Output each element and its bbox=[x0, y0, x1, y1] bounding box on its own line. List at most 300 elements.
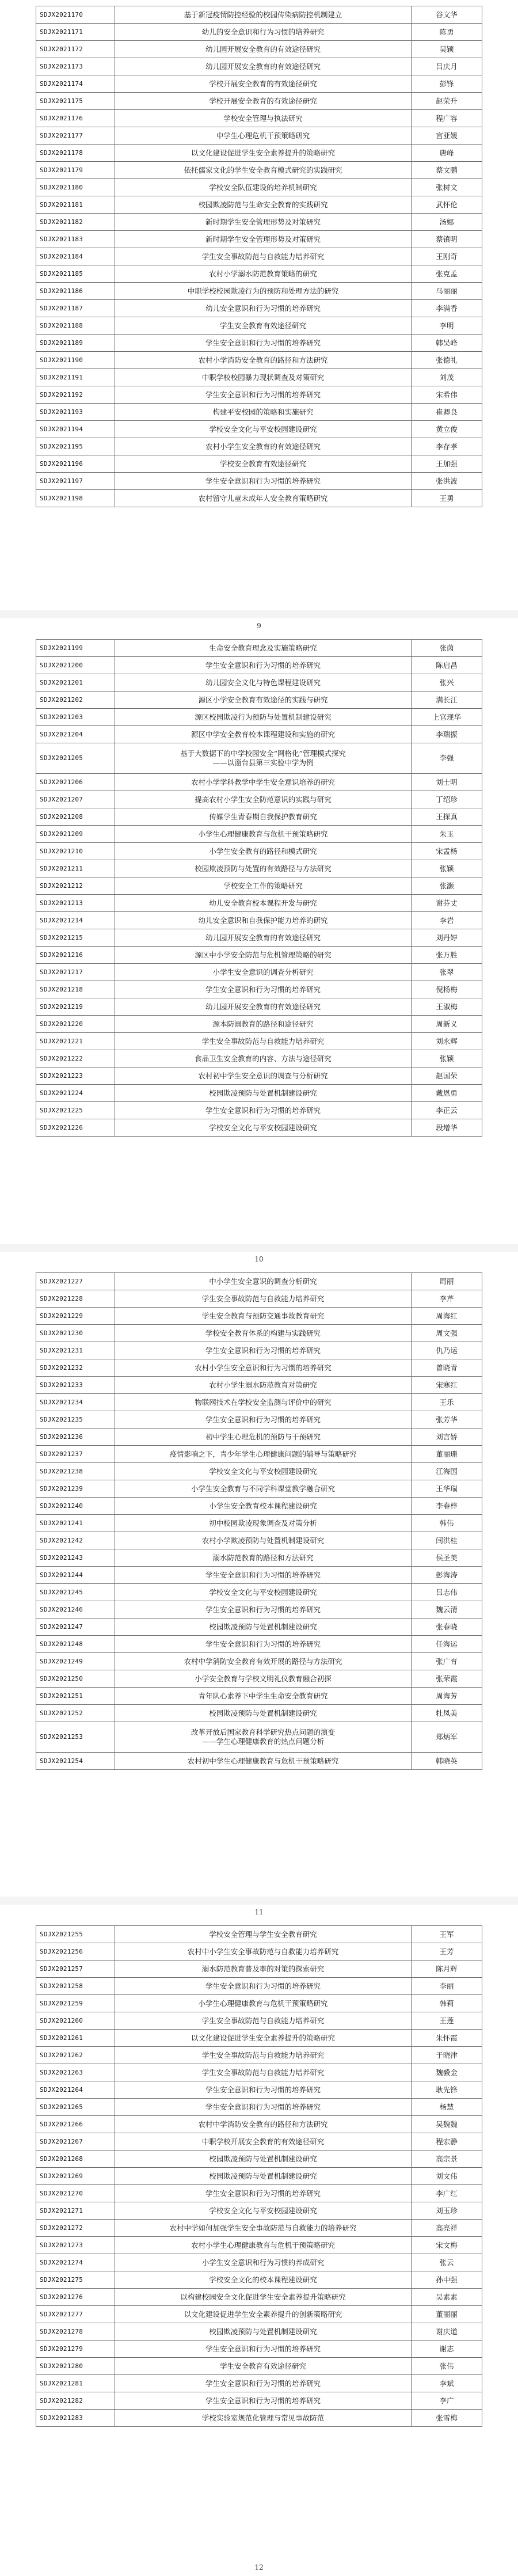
project-code: SDJX2021256 bbox=[36, 1943, 115, 1961]
table-row bbox=[36, 1978, 482, 1995]
table-row bbox=[36, 726, 482, 743]
table-row bbox=[36, 265, 482, 283]
project-leader: 刘丹婷 bbox=[412, 929, 482, 947]
project-title: 源区中学安全教育校本课程建设和实施的研究 bbox=[115, 726, 412, 743]
project-leader: 程宏静 bbox=[412, 2133, 482, 2151]
table-row bbox=[36, 2202, 482, 2220]
table-row bbox=[36, 2271, 482, 2289]
table-row bbox=[36, 1549, 482, 1567]
table-row bbox=[36, 1532, 482, 1549]
project-leader: 崔卿良 bbox=[412, 404, 482, 421]
project-leader: 张芳华 bbox=[412, 1411, 482, 1428]
project-leader: 张荣霞 bbox=[412, 1670, 482, 1688]
project-code: SDJX2021232 bbox=[36, 1359, 115, 1377]
table-row bbox=[36, 2133, 482, 2151]
table-row bbox=[36, 1753, 482, 1770]
table-row bbox=[36, 1653, 482, 1670]
project-title: 以文化建设促进学生安全素养提升的创新策略研究 bbox=[115, 2306, 412, 2323]
table-row bbox=[36, 58, 482, 75]
project-title: 学生安全意识和行为习惯的培养研究 bbox=[115, 386, 412, 404]
project-title: 农村小学生安全意识和行为习惯的培养研究 bbox=[115, 1359, 412, 1377]
project-leader: 宋希伟 bbox=[412, 386, 482, 404]
table-row bbox=[36, 438, 482, 455]
table-row bbox=[36, 1705, 482, 1722]
project-code: SDJX2021185 bbox=[36, 265, 115, 283]
project-code: SDJX2021188 bbox=[36, 317, 115, 335]
project-code: SDJX2021271 bbox=[36, 2202, 115, 2220]
project-leader: 宋文梅 bbox=[412, 2237, 482, 2254]
project-leader: 周丽 bbox=[412, 1273, 482, 1290]
project-title: 小学生心理健康教育与危机干预策略研究 bbox=[115, 826, 412, 843]
table-row bbox=[36, 1067, 482, 1085]
project-code: SDJX2021203 bbox=[36, 709, 115, 726]
project-leader: 孙中强 bbox=[412, 2271, 482, 2289]
project-title: 农村小学学科教学中学生安全意识培养的研究 bbox=[115, 774, 412, 791]
project-title: 以文化建设促进学生安全素养提升的策略研究 bbox=[115, 145, 412, 162]
project-code: SDJX2021215 bbox=[36, 929, 115, 947]
project-leader: 魏毅金 bbox=[412, 2064, 482, 2081]
project-code: SDJX2021231 bbox=[36, 1342, 115, 1359]
project-code: SDJX2021178 bbox=[36, 145, 115, 162]
project-code: SDJX2021192 bbox=[36, 386, 115, 404]
project-code: SDJX2021214 bbox=[36, 912, 115, 929]
project-code: SDJX2021225 bbox=[36, 1102, 115, 1119]
project-leader: 吕志伟 bbox=[412, 1584, 482, 1601]
project-code: SDJX2021254 bbox=[36, 1753, 115, 1770]
page-separator bbox=[0, 1244, 518, 1252]
project-code: SDJX2021278 bbox=[36, 2323, 115, 2341]
project-title: 学校安全管理与学生安全教育研究 bbox=[115, 1926, 412, 1943]
table-row bbox=[36, 2064, 482, 2081]
project-title: 生命安全教育理念及实施策略研究 bbox=[115, 640, 412, 657]
project-code: SDJX2021207 bbox=[36, 791, 115, 808]
project-code: SDJX2021240 bbox=[36, 1498, 115, 1515]
table-row bbox=[36, 2323, 482, 2341]
table-row bbox=[36, 808, 482, 826]
project-leader: 马丽丽 bbox=[412, 283, 482, 300]
table-row bbox=[36, 317, 482, 335]
project-leader: 张克孟 bbox=[412, 265, 482, 283]
project-title: 学校安全文化与平安校园建设研究 bbox=[115, 1119, 412, 1137]
project-title: 基于新冠疫情防控经验的校园传染病防控机制建立 bbox=[115, 6, 412, 24]
table-row bbox=[36, 473, 482, 490]
project-code: SDJX2021197 bbox=[36, 473, 115, 490]
table-row bbox=[36, 2099, 482, 2116]
project-title: 农村中学消防安全教育的路径和方法研究 bbox=[115, 2116, 412, 2133]
project-title: 学校安全教育体系的构建与实践研究 bbox=[115, 1325, 412, 1342]
table-row bbox=[36, 1102, 482, 1119]
project-title: 学生安全意识和行为习惯的培养研究 bbox=[115, 2375, 412, 2392]
project-title: 学校安全文化与平安校园建设研究 bbox=[115, 2202, 412, 2220]
project-leader: 李存孝 bbox=[412, 438, 482, 455]
project-code: SDJX2021257 bbox=[36, 1961, 115, 1978]
table-row bbox=[36, 1050, 482, 1067]
project-code: SDJX2021181 bbox=[36, 196, 115, 214]
table-row bbox=[36, 1926, 482, 1943]
table-row bbox=[36, 335, 482, 352]
table-row bbox=[36, 455, 482, 473]
project-leader: 吕庆月 bbox=[412, 58, 482, 75]
project-code: SDJX2021236 bbox=[36, 1428, 115, 1446]
project-code: SDJX2021202 bbox=[36, 692, 115, 709]
project-code: SDJX2021170 bbox=[36, 6, 115, 24]
project-title: 校园欺凌预防与处置机制建设研究 bbox=[115, 2168, 412, 2185]
project-leader: 朱玉 bbox=[412, 826, 482, 843]
project-code: SDJX2021183 bbox=[36, 231, 115, 248]
project-code: SDJX2021277 bbox=[36, 2306, 115, 2323]
project-title: 学生安全意识和行为习惯的培养研究 bbox=[115, 2185, 412, 2202]
table-row bbox=[36, 929, 482, 947]
project-code: SDJX2021187 bbox=[36, 300, 115, 317]
project-title: 中学生心理危机干预策略研究 bbox=[115, 127, 412, 145]
project-leader: 刘文伟 bbox=[412, 2168, 482, 2185]
project-title: 学校安全文化与平安校园建设研究 bbox=[115, 421, 412, 438]
project-leader: 吴颖 bbox=[412, 41, 482, 58]
document-page-2 bbox=[0, 618, 518, 1244]
project-leader: 周新义 bbox=[412, 1016, 482, 1033]
project-title: 幼儿园开展安全教育的有效途径研究 bbox=[115, 998, 412, 1016]
project-title: 溺水防范教育普及率的对策的探索研究 bbox=[115, 1961, 412, 1978]
project-leader: 陈月辉 bbox=[412, 1961, 482, 1978]
project-title: 中小学生安全意识的调查分析研究 bbox=[115, 1273, 412, 1290]
project-title: 学生安全事故防范与自救能力培养研究 bbox=[115, 2064, 412, 2081]
table-row bbox=[36, 1943, 482, 1961]
project-code: SDJX2021224 bbox=[36, 1085, 115, 1102]
project-title: 幼儿园开展安全教育的有效途径研究 bbox=[115, 929, 412, 947]
project-title: 学校实验室规范化管理与常见事故防范 bbox=[115, 2410, 412, 2427]
project-leader: 王探真 bbox=[412, 808, 482, 826]
project-code: SDJX2021177 bbox=[36, 127, 115, 145]
project-title: 学生安全意识和行为习惯的培养研究 bbox=[115, 1978, 412, 1995]
project-code: SDJX2021196 bbox=[36, 455, 115, 473]
project-leader: 刘茂 bbox=[412, 369, 482, 386]
project-code: SDJX2021189 bbox=[36, 335, 115, 352]
table-row bbox=[36, 283, 482, 300]
project-code: SDJX2021174 bbox=[36, 75, 115, 93]
table-row bbox=[36, 352, 482, 369]
project-title: 中职学校校园欺凌行为的预防和处理方法的研究 bbox=[115, 283, 412, 300]
page-number: 12 bbox=[254, 2563, 264, 2571]
project-title: 初中校园欺凌现象调查及对策分析 bbox=[115, 1515, 412, 1532]
project-leader: 周文强 bbox=[412, 1325, 482, 1342]
table-row bbox=[36, 490, 482, 507]
project-leader: 周海红 bbox=[412, 1308, 482, 1325]
project-code: SDJX2021209 bbox=[36, 826, 115, 843]
project-code: SDJX2021211 bbox=[36, 860, 115, 877]
project-title: 校园欺凌预防与处置机制建设研究 bbox=[115, 1085, 412, 1102]
project-leader: 高亮祥 bbox=[412, 2220, 482, 2237]
project-leader: 韩晓英 bbox=[412, 1753, 482, 1770]
project-title: 学校安全文化与平安校园建设研究 bbox=[115, 1584, 412, 1601]
project-title: 小学生心理健康教育与危机干预策略研究 bbox=[115, 1995, 412, 2012]
table-row bbox=[36, 1290, 482, 1308]
project-code: SDJX2021212 bbox=[36, 877, 115, 895]
project-code: SDJX2021175 bbox=[36, 93, 115, 110]
project-code: SDJX2021246 bbox=[36, 1601, 115, 1618]
project-code: SDJX2021182 bbox=[36, 214, 115, 231]
project-code: SDJX2021233 bbox=[36, 1377, 115, 1394]
table-row bbox=[36, 843, 482, 860]
project-code: SDJX2021281 bbox=[36, 2375, 115, 2392]
project-title: 校园欺凌预防与处置机制建设研究 bbox=[115, 2151, 412, 2168]
project-title: 学生安全意识和行为习惯的培养研究 bbox=[115, 2341, 412, 2358]
table-row bbox=[36, 981, 482, 998]
project-leader: 任海运 bbox=[412, 1636, 482, 1653]
project-leader: 张德礼 bbox=[412, 352, 482, 369]
project-title: 学生安全意识和行为习惯的培养研究 bbox=[115, 1411, 412, 1428]
table-row bbox=[36, 2375, 482, 2392]
project-leader: 武怀伦 bbox=[412, 196, 482, 214]
project-code: SDJX2021173 bbox=[36, 58, 115, 75]
table-row bbox=[36, 162, 482, 179]
table-row bbox=[36, 1273, 482, 1290]
project-leader: 李明 bbox=[412, 317, 482, 335]
project-leader: 彭海涛 bbox=[412, 1567, 482, 1584]
project-leader: 丁绍珍 bbox=[412, 791, 482, 808]
project-title: 学校安全工作的策略研究 bbox=[115, 877, 412, 895]
table-row bbox=[36, 1480, 482, 1498]
project-code: SDJX2021258 bbox=[36, 1978, 115, 1995]
project-title: 幼儿的安全意识和行为习惯的培养研究 bbox=[115, 24, 412, 41]
project-leader: 段增华 bbox=[412, 1119, 482, 1137]
table-row bbox=[36, 231, 482, 248]
project-code: SDJX2021223 bbox=[36, 1067, 115, 1085]
table-row bbox=[36, 947, 482, 964]
project-title-line: 改革开放后国家教育科学研究热点问题的演变 bbox=[191, 1728, 335, 1737]
project-code: SDJX2021262 bbox=[36, 2047, 115, 2064]
project-title: 学生安全意识和行为习惯的培养研究 bbox=[115, 1636, 412, 1653]
table-row bbox=[36, 2030, 482, 2047]
table-row bbox=[36, 2081, 482, 2099]
project-title: 中职学校校园暴力现状调查及对策研究 bbox=[115, 369, 412, 386]
project-title-line: ——学生心理健康教育的热点问题分析 bbox=[201, 1737, 325, 1746]
project-code: SDJX2021274 bbox=[36, 2254, 115, 2271]
project-title: 农村中小学生安全事故防范与自救能力培养研究 bbox=[115, 1943, 412, 1961]
project-leader: 韩伟 bbox=[412, 1515, 482, 1532]
project-leader: 魏云清 bbox=[412, 1601, 482, 1618]
project-leader: 李岩 bbox=[412, 912, 482, 929]
project-title: 源区校园欺凌行为预防与处置机制建设研究 bbox=[115, 709, 412, 726]
project-title: 农村小学溺水防范教育策略的研究 bbox=[115, 265, 412, 283]
project-code: SDJX2021217 bbox=[36, 964, 115, 981]
table-row bbox=[36, 1688, 482, 1705]
table-row bbox=[36, 1428, 482, 1446]
table-row bbox=[36, 2116, 482, 2133]
project-code: SDJX2021235 bbox=[36, 1411, 115, 1428]
table-row bbox=[36, 2392, 482, 2410]
table-row bbox=[36, 964, 482, 981]
project-leader: 董丽丽 bbox=[412, 2306, 482, 2323]
project-leader: 张茵 bbox=[412, 640, 482, 657]
project-code: SDJX2021228 bbox=[36, 1290, 115, 1308]
project-leader: 郑炳军 bbox=[412, 1722, 482, 1753]
project-code: SDJX2021205 bbox=[36, 743, 115, 774]
table-row bbox=[36, 2306, 482, 2323]
table-row bbox=[36, 1085, 482, 1102]
project-code: SDJX2021252 bbox=[36, 1705, 115, 1722]
project-code: SDJX2021190 bbox=[36, 352, 115, 369]
project-title: 幼儿安全意识和行为习惯的培养研究 bbox=[115, 300, 412, 317]
project-title: 学生安全意识和行为习惯的培养研究 bbox=[115, 1102, 412, 1119]
project-leader: 宋寒红 bbox=[412, 1377, 482, 1394]
project-leader: 李春梓 bbox=[412, 1498, 482, 1515]
project-title: 小学生安全教育与不同学科课堂教学融合研究 bbox=[115, 1480, 412, 1498]
project-leader: 陈勇 bbox=[412, 24, 482, 41]
project-leader: 王军 bbox=[412, 1926, 482, 1943]
table-row bbox=[36, 860, 482, 877]
project-title: 学校安全文化的校本课程建设研究 bbox=[115, 2271, 412, 2289]
project-title: 学生安全事故防范与自救能力培养研究 bbox=[115, 1290, 412, 1308]
document-page-3 bbox=[0, 1252, 518, 1897]
project-code: SDJX2021210 bbox=[36, 843, 115, 860]
table-row bbox=[36, 1411, 482, 1428]
project-leader: 李广 bbox=[412, 2392, 482, 2410]
table-row bbox=[36, 1584, 482, 1601]
table-row bbox=[36, 877, 482, 895]
project-title: 食品卫生安全教育的内容、方法与途径研究 bbox=[115, 1050, 412, 1067]
project-leader: 张伟 bbox=[412, 2358, 482, 2375]
table-row bbox=[36, 421, 482, 438]
table-row bbox=[36, 6, 482, 24]
project-leader: 吴素素 bbox=[412, 2289, 482, 2306]
project-table-page-4 bbox=[36, 1925, 482, 2427]
project-code: SDJX2021229 bbox=[36, 1308, 115, 1325]
project-leader: 谢芬丈 bbox=[412, 895, 482, 912]
project-leader: 张雪梅 bbox=[412, 2410, 482, 2427]
project-title: 小学生安全教育校本课程建设研究 bbox=[115, 1498, 412, 1515]
project-title: 校园欺凌预防与处置的有效路径与方法研究 bbox=[115, 860, 412, 877]
project-leader: 朱怀霞 bbox=[412, 2030, 482, 2047]
project-title: 学校安全队伍建设的培养机制研究 bbox=[115, 179, 412, 196]
project-code: SDJX2021245 bbox=[36, 1584, 115, 1601]
table-row bbox=[36, 1670, 482, 1688]
project-leader: 张洪波 bbox=[412, 473, 482, 490]
project-leader: 谢庆道 bbox=[412, 2323, 482, 2341]
project-leader: 张万胜 bbox=[412, 947, 482, 964]
table-row bbox=[36, 1119, 482, 1137]
project-code: SDJX2021279 bbox=[36, 2341, 115, 2358]
project-code: SDJX2021264 bbox=[36, 2081, 115, 2099]
project-code: SDJX2021176 bbox=[36, 110, 115, 127]
project-code: SDJX2021276 bbox=[36, 2289, 115, 2306]
project-code: SDJX2021251 bbox=[36, 1688, 115, 1705]
table-row bbox=[36, 1618, 482, 1636]
project-leader: 张灏 bbox=[412, 877, 482, 895]
table-row bbox=[36, 912, 482, 929]
table-row bbox=[36, 2358, 482, 2375]
project-title: 幼儿园安全文化与特色课程建设研究 bbox=[115, 674, 412, 692]
project-title: 学生安全意识和行为习惯的培养研究 bbox=[115, 1567, 412, 1584]
project-leader: 韩吴峰 bbox=[412, 335, 482, 352]
table-row bbox=[36, 41, 482, 58]
table-row bbox=[36, 196, 482, 214]
project-code: SDJX2021259 bbox=[36, 1995, 115, 2012]
project-leader: 闫洪桂 bbox=[412, 1532, 482, 1549]
project-code: SDJX2021213 bbox=[36, 895, 115, 912]
project-leader: 李正云 bbox=[412, 1102, 482, 1119]
project-code: SDJX2021263 bbox=[36, 2064, 115, 2081]
project-title: 小学生安全教育的路径和模式研究 bbox=[115, 843, 412, 860]
project-leader: 曾晓青 bbox=[412, 1359, 482, 1377]
project-code: SDJX2021270 bbox=[36, 2185, 115, 2202]
project-code: SDJX2021237 bbox=[36, 1446, 115, 1463]
project-leader: 高宗景 bbox=[412, 2151, 482, 2168]
project-leader: 王芳 bbox=[412, 1943, 482, 1961]
project-leader: 江海国 bbox=[412, 1463, 482, 1480]
project-leader: 杨慧 bbox=[412, 2099, 482, 2116]
project-leader: 王华瑞 bbox=[412, 1480, 482, 1498]
project-title: 农村初中学生心理健康教育与危机干预策略研究 bbox=[115, 1753, 412, 1770]
project-title: 农村小学消防安全教育的路径和方法研究 bbox=[115, 352, 412, 369]
project-code: SDJX2021179 bbox=[36, 162, 115, 179]
project-title: 学生安全意识和行为习惯的培养研究 bbox=[115, 1601, 412, 1618]
project-title: 幼儿安全教育校本课程开发与研究 bbox=[115, 895, 412, 912]
table-row bbox=[36, 1377, 482, 1394]
project-title: 农村中学消防安全教育有效开展的路径与方法研究 bbox=[115, 1653, 412, 1670]
table-row bbox=[36, 300, 482, 317]
project-title: 农村留守儿童未成年人安全教育策略研究 bbox=[115, 490, 412, 507]
table-row bbox=[36, 692, 482, 709]
project-title: 校园欺凌预防与处置机制建设研究 bbox=[115, 1705, 412, 1722]
project-title: 小学生安全意识的调查分析研究 bbox=[115, 964, 412, 981]
project-leader: 宫亚媛 bbox=[412, 127, 482, 145]
project-leader: 耿先锋 bbox=[412, 2081, 482, 2099]
table-row bbox=[36, 1463, 482, 1480]
project-title bbox=[115, 1722, 412, 1753]
table-row bbox=[36, 2341, 482, 2358]
project-leader: 韩莉 bbox=[412, 1995, 482, 2012]
project-code: SDJX2021216 bbox=[36, 947, 115, 964]
table-row bbox=[36, 2185, 482, 2202]
project-leader: 牡凤美 bbox=[412, 1705, 482, 1722]
project-title: 学生安全事故防范与自救能力培养研究 bbox=[115, 1033, 412, 1050]
project-leader: 王勇 bbox=[412, 490, 482, 507]
page-separator bbox=[0, 610, 518, 618]
project-title: 学校安全教育有效途径研究 bbox=[115, 455, 412, 473]
project-leader: 张颖 bbox=[412, 860, 482, 877]
table-row bbox=[36, 1308, 482, 1325]
project-code: SDJX2021265 bbox=[36, 2099, 115, 2116]
project-leader: 唐峰 bbox=[412, 145, 482, 162]
project-leader: 刘玉珍 bbox=[412, 2202, 482, 2220]
project-code: SDJX2021227 bbox=[36, 1273, 115, 1290]
project-title: 学校开展安全教育的有效途径研究 bbox=[115, 93, 412, 110]
project-title: 新时期学生安全管理形势及对策研究 bbox=[115, 231, 412, 248]
project-leader: 王乐 bbox=[412, 1394, 482, 1411]
table-row bbox=[36, 1636, 482, 1653]
project-title: 农村中学如何加强学生安全事故防范与自救能力的培养研究 bbox=[115, 2220, 412, 2237]
project-code: SDJX2021261 bbox=[36, 2030, 115, 2047]
project-code: SDJX2021222 bbox=[36, 1050, 115, 1067]
project-title: 农村小学生安全教育的有效途径研究 bbox=[115, 438, 412, 455]
project-title: 物联网技术在学校安全监测与评价中的研究 bbox=[115, 1394, 412, 1411]
project-code: SDJX2021194 bbox=[36, 421, 115, 438]
project-title: 校园欺凌预防与处置机制建设研究 bbox=[115, 2323, 412, 2341]
project-title: 学生安全教育有效途径研究 bbox=[115, 2358, 412, 2375]
project-leader: 李丽 bbox=[412, 1978, 482, 1995]
project-leader: 张树文 bbox=[412, 179, 482, 196]
project-title: 学校安全文化与平安校园建设研究 bbox=[115, 1463, 412, 1480]
table-row bbox=[36, 248, 482, 265]
page-number: 9 bbox=[257, 622, 261, 630]
table-row bbox=[36, 2047, 482, 2064]
project-leader: 李瑞振 bbox=[412, 726, 482, 743]
table-row bbox=[36, 709, 482, 726]
project-code: SDJX2021199 bbox=[36, 640, 115, 657]
project-code: SDJX2021230 bbox=[36, 1325, 115, 1342]
project-title: 农村小学生溺水防范教育对策研究 bbox=[115, 1377, 412, 1394]
table-row bbox=[36, 1995, 482, 2012]
